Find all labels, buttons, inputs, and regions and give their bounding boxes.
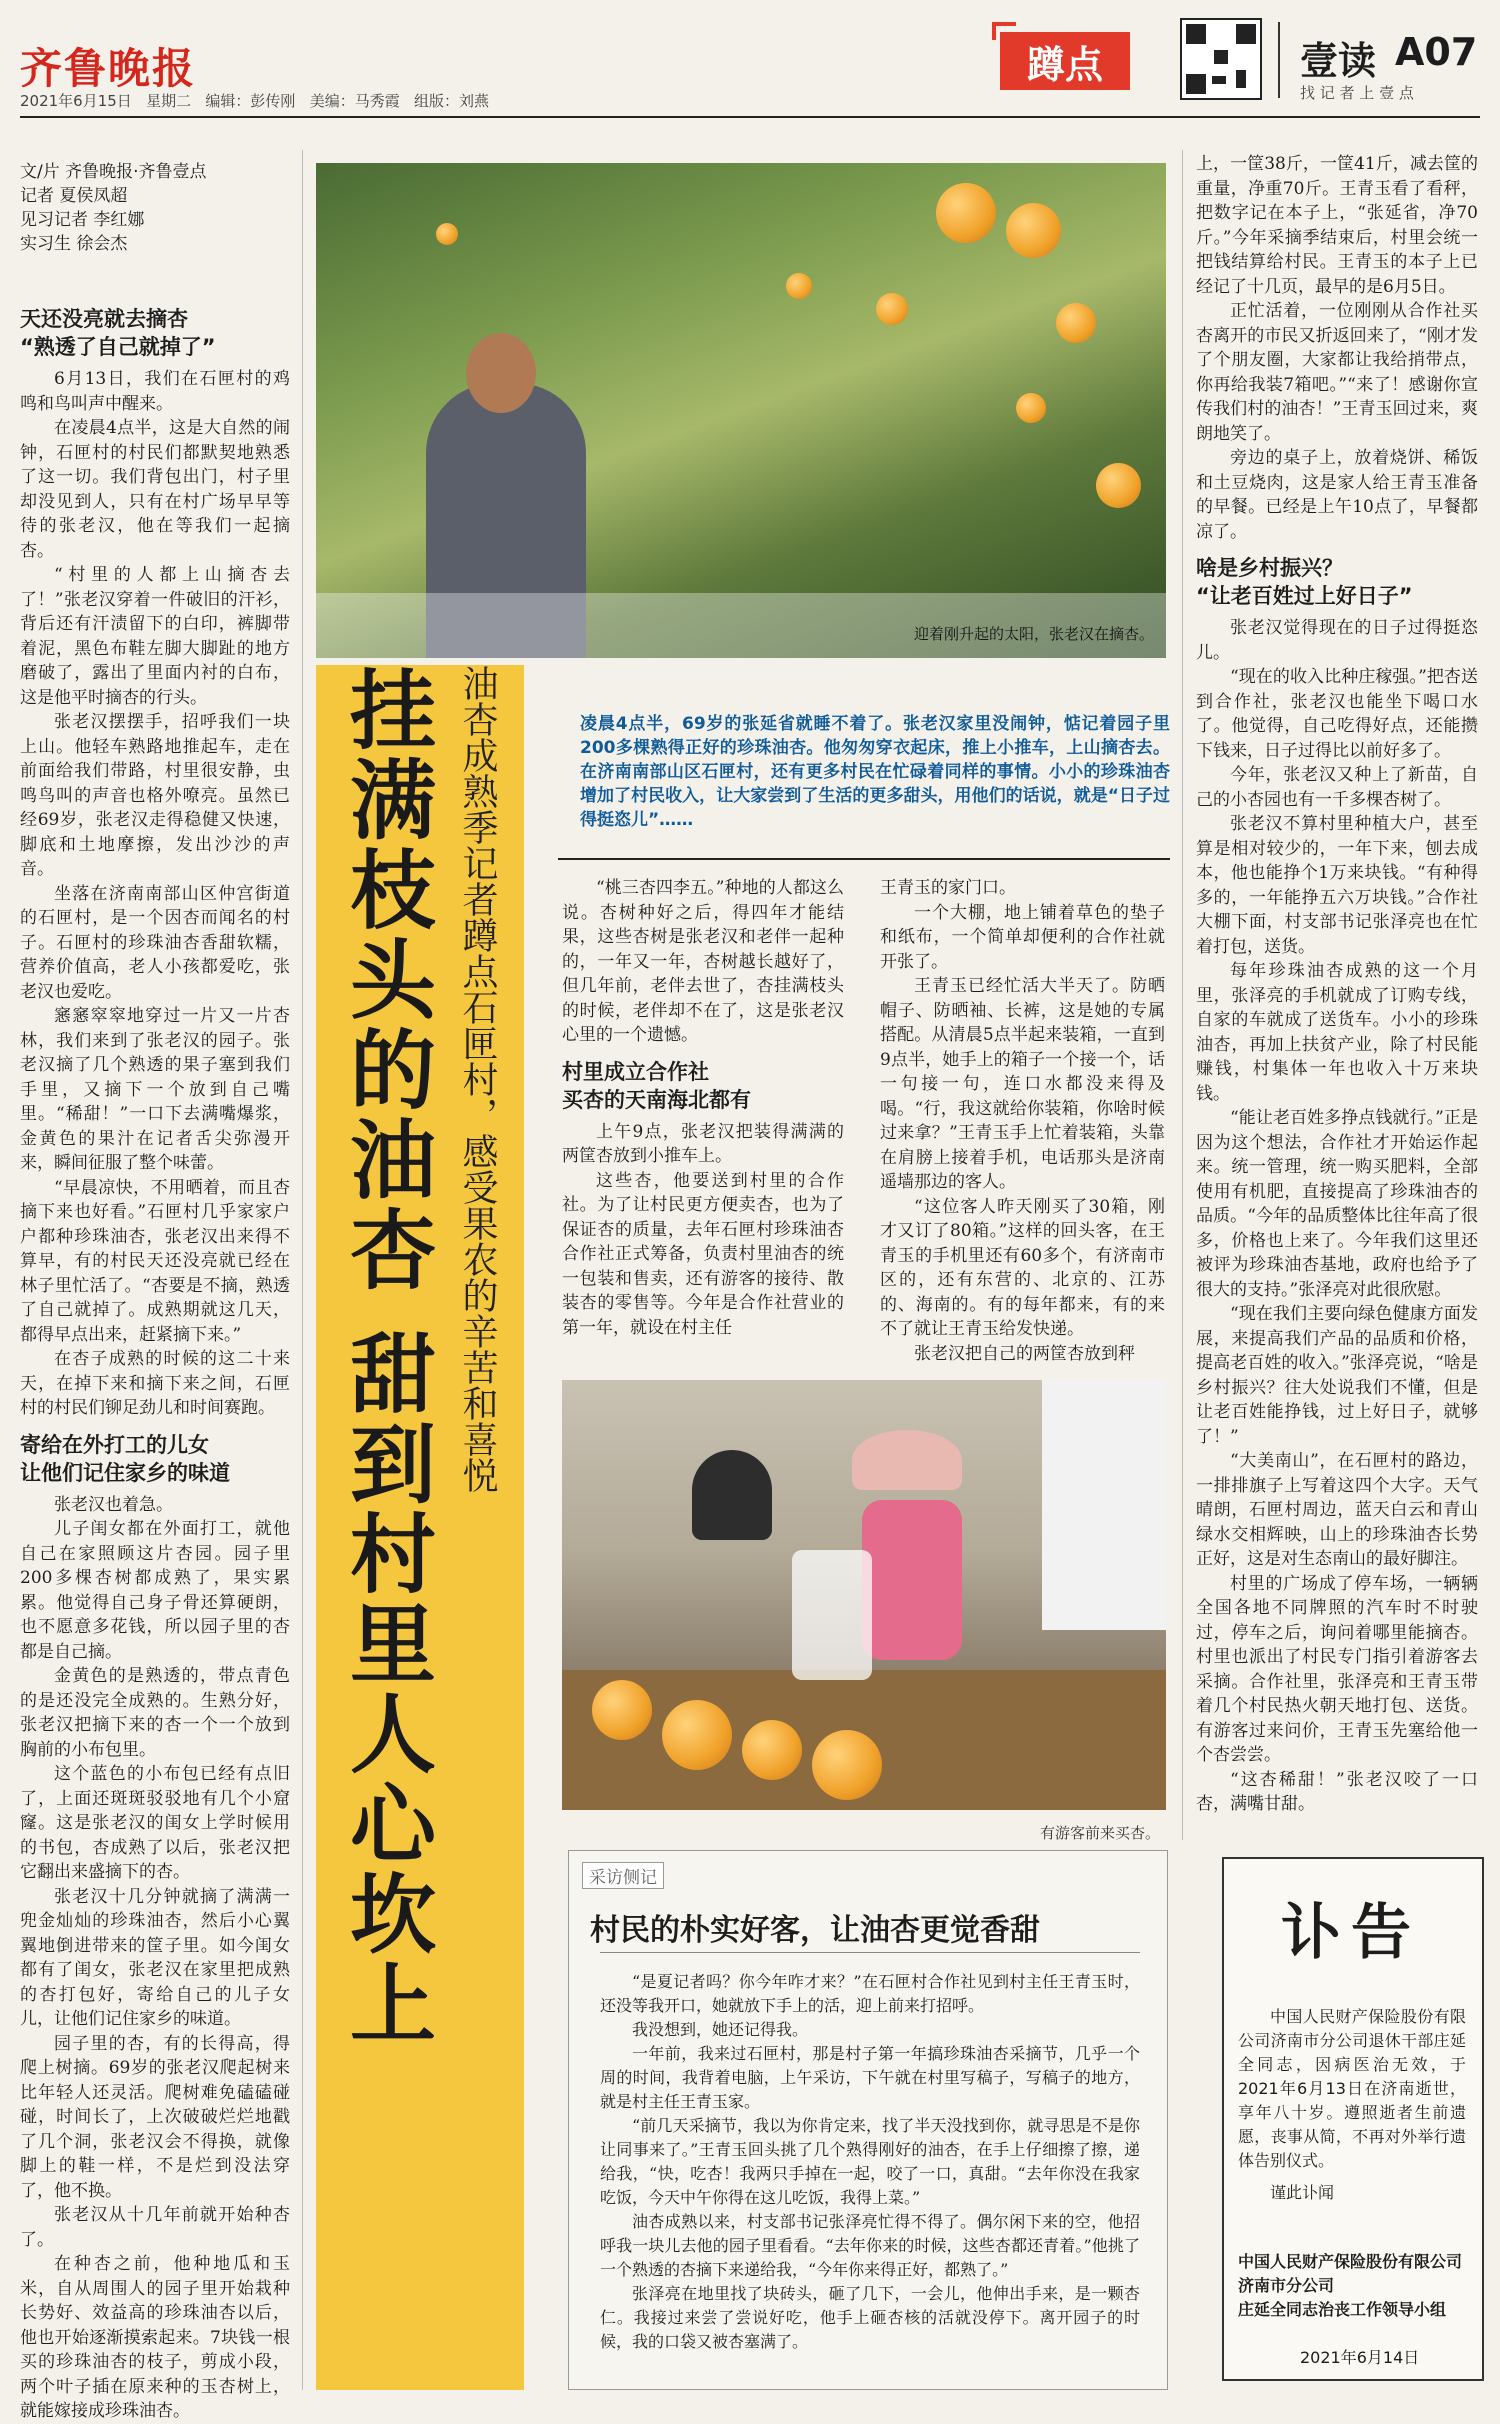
paragraph: “现在我们主要向绿色健康方面发展，来提高我们产品的品质和价格，提高老百姓的收入。”张泽亮说，“啥是乡村振兴？往大处说我们不懂，但是让老百姓能挣钱，过上好日子，就够了！” (1196, 1304, 1478, 1447)
paragraph: 6月13日，我们在石匣村的鸡鸣和鸟叫声中醒来。 (20, 369, 290, 414)
paragraph: 张老汉摆摆手，招呼我们一块上山。他轻车熟路地推起车，走在前面给我们带路，村里很安静，虫鸣鸟叫的声音也格外嘹亮。虽然已经69岁，张老汉走得稳健又快速，脚底和土地摩擦，发出沙沙的声音。 (20, 712, 290, 879)
byline-line: 见习记者 李红娜 (20, 210, 145, 230)
paragraph: 张泽亮在地里找了块砖头，砸了几下，一会儿，他伸出手来，是一颗杏仁。我接过来尝了尝说好吃，他手上砸杏核的活就没停下。离开园子的时候，我的口袋又被杏塞满了。 (600, 2284, 1140, 2351)
paragraph: 儿子闺女都在外面打工，就他自己在家照顾这片杏园。园子里200多棵杏树都成熟了，果实累累。他觉得自己身子骨还算硬朗，也不愿意多花钱，所以园子里的杏都是自己摘。 (20, 1519, 290, 1662)
tourists-buying-photo (562, 1380, 1166, 1810)
byline (20, 160, 300, 256)
headline-subtitle: 油杏成熟季记者蹲点石匣村，感受果农的辛苦和喜悦 (457, 665, 498, 1493)
paragraph: 一年前，我来过石匣村，那是村子第一年搞珍珠油杏采摘节，几乎一个周的时间，我背着电脑，上午采访，下午就在村里写稿子，写稿子的地方，就是村主任王青玉家。 (600, 2044, 1140, 2111)
article-column-1 (20, 295, 290, 2424)
paragraph: 上午9点，张老汉把装得满满的两筐杏放到小推车上。 (562, 1121, 844, 1166)
sidebar-title: 村民的朴实好客，让油杏更觉香甜 (590, 1913, 1040, 1948)
paragraph: 今年，张老汉又种上了新苗，自己的小杏园也有一千多棵杏树了。 (1196, 765, 1478, 810)
paragraph: 在种杏之前，他种地瓜和玉米，自从周围人的园子里开始栽种长势好、效益高的珍珠油杏以后，他也开始逐渐摸索起来。7块钱一根买的珍珠油杏的枝子，剪成小段，两个叶子插在原来种的玉杏树上，就能嫁接成珍珠油杏。 (20, 2254, 290, 2421)
headline-title: 挂满枝头的油杏 甜到村里人心坎上 (335, 665, 435, 2049)
subheading: 寄给在外打工的儿女 让他们记住家乡的味道 (20, 1432, 230, 1485)
paragraph: “大美南山”，在石匣村的路边，一排排旗子上写着这四个大字。天气晴朗，石匣村周边，蓝天白云和青山绿水交相辉映，山上的珍珠油杏长势正好，这是对生态南山的最好脚注。 (1196, 1451, 1478, 1569)
page-sub: 找 记 者 上 壹 点 (1300, 84, 1414, 102)
paragraph: 在杏子成熟的时候的这二十来天，在掉下来和摘下来之间，石匣村的村民们铆足劲儿和时间赛跑。 (20, 1349, 290, 1418)
paragraph: 一个大棚，地上铺着草色的垫子和纸布，一个简单却便利的合作社就开张了。 (880, 902, 1165, 972)
article-column-4 (1196, 152, 1478, 1817)
paragraph: 张老汉把自己的两筐杏放到秤 (914, 1343, 1135, 1364)
paragraph: 金黄色的是熟透的，带点青色的是还没完全成熟的。生熟分好，张老汉把摘下来的杏一个一个放到胸前的小布包里。 (20, 1666, 290, 1760)
paragraph: 张老汉也着急。 (54, 1494, 173, 1515)
column-rule (302, 150, 303, 2390)
byline-line: 文/片 齐鲁晚报·齐鲁壹点 (20, 162, 207, 182)
subheading: 啥是乡村振兴？ “让老百姓过上好日子” (1196, 556, 1413, 608)
paragraph: 窸窸窣窣地穿过一片又一片杏林，我们来到了张老汉的园子。张老汉摘了几个熟透的果子塞到我们手里，又摘下一个放到自己嘴里。“稀甜！”一口下去满嘴爆浆，金黄色的果汁在记者舌尖弥漫开来，瞬间征服了整个味蕾。 (20, 1006, 290, 1173)
qr-code-icon[interactable] (1180, 18, 1262, 100)
page-name: 壹读 (1300, 39, 1377, 83)
sidebar-body (600, 1970, 1140, 2354)
sidebar-label: 采访侧记 (582, 1862, 664, 1889)
obituary-signature: 中国人民财产保险股份有限公司济南市分公司 庄延全同志治丧工作领导小组 (1238, 2252, 1463, 2319)
lead-paragraph: 凌晨4点半，69岁的张延省就睡不着了。张老汉家里没闹钟，惦记着园子里200多棵熟得正好的珍珠油杏。他匆匆穿衣起床，推上小推车，上山摘杏去。在济南南部山区石匣村，还有更多村民在忙碌着同样的事情。小小的珍珠油杏增加了村民收入，让大家尝到了生活的更多甜头，用他们的话说，就是“日子过得挺恣儿”…… (580, 714, 1170, 830)
article-column-3 (880, 876, 1165, 1366)
paragraph: 正忙活着，一位刚刚从合作社买杏离开的市民又折返回来了，“刚才发了个朋友圈，大家都让我给捎带点，你再给我装7箱吧。”“来了！感谢你宣传我们村的油杏！”王青玉回过来，爽朗地笑了。 (1196, 301, 1478, 444)
apricot-picking-photo (316, 163, 1166, 658)
paragraph: 油杏成熟以来，村支部书记张泽亮忙得不得了。偶尔闲下来的空，他招呼我一块儿去他的园子里看看。“去年你来的时候，这些杏都还青着。”他挑了一个熟透的杏摘下来递给我，“今年你来得正好，都熟了。” (600, 2212, 1140, 2279)
column-rule (1182, 150, 1183, 1840)
paragraph: 王青玉已经忙活大半天了。防晒帽子、防晒袖、长裤，这是她的专属搭配。从清晨5点半起来装箱，一直到9点半，她手上的箱子一个接一个，话一句接一句，连口水都没来得及喝。“行，我这就给你装箱，你啥时候过来拿？”王青玉手上忙着装箱，头靠在肩膀上接着手机，电话那头是济南遥墙那边的客人。 (880, 976, 1165, 1192)
issue-meta: 2021年6月15日 星期二 编辑：彭传刚 美编：马秀霞 组版：刘燕 (20, 92, 490, 110)
paragraph: 张老汉十几分钟就摘了满满一兜金灿灿的珍珠油杏，然后小心翼翼地倒进带来的筐子里。如今闺女都有了闺女，张老汉在家里把成熟的杏打包好，寄给自己的儿子女儿，让他们记住家乡的味道。 (20, 1886, 290, 2029)
lead-rule (558, 858, 1170, 860)
masthead-rule (20, 116, 1480, 118)
paragraph: 每年珍珠油杏成熟的这一个月里，张泽亮的手机就成了订购专线，自家的车就成了送货车。小小的珍珠油杏，再加上扶贫产业，除了村民能赚钱，村集体一年也收入十万来块钱。 (1196, 961, 1478, 1104)
paragraph: 园子里的杏，有的长得高，得爬上树摘。69岁的张老汉爬起树来比年轻人还灵活。爬树难免磕磕碰碰，时间长了，上次破破烂烂地戳了几个洞，张老汉会不得换，就像脚上的鞋一样，不是烂到没法穿了，他不换。 (20, 2033, 290, 2201)
paragraph: “村里的人都上山摘杏去了！”张老汉穿着一件破旧的汗衫，背后还有汗渍留下的白印，裤脚带着泥，黑色布鞋左脚大脚趾的地方磨破了，露出了里面内衬的白布，这是他平时摘杏的行头。 (20, 565, 290, 708)
paragraph: 这个蓝色的小布包已经有点旧了，上面还斑斑驳驳地有几个小窟窿。这是张老汉的闺女上学时候用的书包，杏成熟了以后，张老汉把它翻出来盛摘下的杏。 (20, 1764, 290, 1882)
paragraph: 谨此讣闻 (1270, 2183, 1335, 2202)
paragraph: 上，一筐38斤，一筐41斤，减去筐的重量，净重70斤。王青玉看了看秤，把数字记在本子上，“张延省，净70斤。”今年采摘季结束后，村里会统一把钱结算给村民。王青玉的本子上已经记了十几页，最早的是6月5日。 (1196, 154, 1478, 297)
paragraph: 张老汉不算村里种植大户，甚至算是相对较少的，一年下来，刨去成本，他也能挣个1万来块钱。“有种得多的，一年能挣五六万块钱。”合作社大棚下面，村支部书记张泽亮也在忙着打包，送货。 (1196, 814, 1478, 957)
page-number: A07 (1395, 30, 1478, 74)
masthead-divider (1278, 22, 1280, 98)
paragraph: 张老汉从十几年前就开始种杏了。 (20, 2205, 290, 2250)
paragraph: “早晨凉快，不用晒着，而且杏摘下来也好看。”石匣村几乎家家户户都种珍珠油杏，张老汉出来得不算早，有的村民天还没亮就已经在林子里忙活了。“杏要是不摘，熟透了自己就掉了。成熟期就这几天，都得早点出来，赶紧摘下来。” (20, 1177, 290, 1345)
paragraph: “是夏记者吗？你今年咋才来？”在石匣村合作社见到村主任王青玉时，还没等我开口，她就放下手上的活，迎上前来打招呼。 (600, 1972, 1140, 2015)
paragraph: “这杏稀甜！”张老汉咬了一口杏，满嘴甘甜。 (1196, 1769, 1478, 1814)
byline-line: 记者 夏侯凤超 (20, 186, 128, 206)
paragraph: 村里的广场成了停车场，一辆辆全国各地不同牌照的汽车时不时驶过，停车之后，询问着哪里能摘杏。村里也派出了村民专门指引着游客去采摘。合作社里，张泽亮和王青玉带着几个村民热火朝天地打包、送货。有游客过来问价，王青玉先塞给他一个杏尝尝。 (1196, 1573, 1478, 1765)
paragraph: 坐落在济南南部山区仲宫街道的石匣村，是一个因杏而闻名的村子。石匣村的珍珠油杏香甜软糯，营养价值高，老人小孩都爱吃，张老汉也爱吃。 (20, 883, 290, 1002)
paragraph: “桃三杏四李五。”种地的人都这么说。杏树种好之后，得四年才能结果，这些杏树是张老汉和老伴一起种的，一年又一年，杏树越长越好了，但几年前，老伴去世了，杏挂满枝头的时候，老伴却不在了，这是张老汉心里的一个遗憾。 (562, 878, 844, 1045)
photo-caption: 有游客前来买杏。 (1040, 1824, 1161, 1842)
subheading: 天还没亮就去摘杏 “熟透了自己就掉了” (20, 307, 216, 359)
photo-caption: 迎着刚升起的太阳，张老汉在摘杏。 (913, 625, 1154, 643)
newspaper-logo: 齐鲁晚报 (20, 44, 197, 93)
paragraph: 旁边的桌子上，放着烧饼、稀饭和土豆烧肉，这是家人给王青玉准备的早餐。已经是上午10点了，早餐都凉了。 (1196, 448, 1478, 542)
section-tag: 蹲点 (1000, 32, 1130, 90)
paragraph: “能让老百姓多挣点钱就行。”正是因为这个想法，合作社才开始运作起来。统一管理，统一购买肥料，全部使用有机肥，直接提高了珍珠油杏的品质。“今年的品质整体比往年高了很多，价格也上来了。今年我们这里还被评为珍珠油杏基地，政府也给予了很大的支持。”张泽亮对此很欣慰。 (1196, 1108, 1478, 1300)
article-column-2 (562, 876, 844, 1340)
paragraph: 王青玉的家门口。 (880, 878, 1016, 898)
subheading: 村里成立合作社 买杏的天南海北都有 (562, 1059, 751, 1112)
obituary-title: 讣告 (1281, 1898, 1421, 1968)
paragraph: 在凌晨4点半，这是大自然的闹钟，石匣村的村民们都默契地熟悉了这一切。我们背包出门，村子里却没见到人，只有在村广场早早等待的张老汉，他在等我们一起摘杏。 (20, 418, 290, 561)
paragraph: 这些杏，他要送到村里的合作社。为了让村民更方便卖杏，也为了保证杏的质量，去年石匣村珍珠油杏合作社正式筹备，负责村里油杏的统一包装和售卖，还有游客的接待、散装杏的零售等。今年是合作社营业的第一年，就设在村主任 (562, 1170, 844, 1338)
paragraph: “现在的收入比种庄稼强。”把杏送到合作社，张老汉也能坐下喝口水了。他觉得，自己吃得好点，还能攒下钱来，日子过得比以前好多了。 (1196, 667, 1478, 761)
paragraph: 我没想到，她还记得我。 (632, 2020, 809, 2039)
byline-line: 实习生 徐会杰 (20, 234, 128, 254)
paragraph: 张老汉觉得现在的日子过得挺恣儿。 (1196, 618, 1478, 663)
paragraph: “这位客人昨天刚买了30箱，刚才又订了80箱。”这样的回头客，在王青玉的手机里还有60多个，有济南市区的，还有东营的、北京的、江苏的、海南的。有的每年都来，有的来不了就让王青玉给发快递。 (880, 1196, 1165, 1339)
obituary-body (1238, 2005, 1466, 2205)
paragraph: 中国人民财产保险股份有限公司济南市分公司退休干部庄延全同志，因病医治无效，于2021年6月13日在济南逝世，享年八十岁。遵照逝者生前遗愿，丧事从简，不再对外举行遗体告别仪式。 (1238, 2007, 1466, 2170)
sidebar-rule (600, 1952, 1140, 1953)
paragraph: “前几天采摘节，我以为你肯定来，找了半天没找到你，就寻思是不是你让同事来了。”王青玉回头挑了几个熟得刚好的油杏，在手上仔细擦了擦，递给我，“快，吃杏！我两只手掉在一起，咬了一口，真甜。“去年你没在我家吃饭，今天中午你得在这儿吃饭，我得上菜。” (600, 2116, 1140, 2207)
obituary-date: 2021年6月14日 (1300, 2348, 1420, 2367)
